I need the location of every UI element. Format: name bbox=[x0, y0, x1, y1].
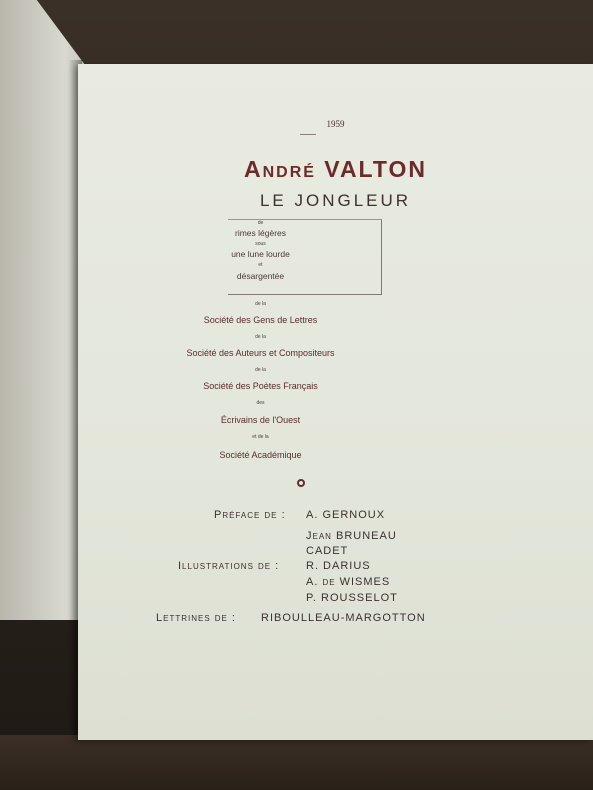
author-name: André VALTON bbox=[243, 156, 428, 182]
affiliation-connector: et de la bbox=[252, 434, 269, 440]
ornament-bullet bbox=[297, 479, 305, 487]
affiliation-name: Société des Auteurs et Compositeurs bbox=[186, 348, 335, 358]
title-page bbox=[78, 64, 593, 740]
affiliation-name: Société des Gens de Lettres bbox=[203, 315, 318, 325]
illustrator-name: Jean BRUNEAU bbox=[306, 530, 397, 542]
affiliation-name: Écrivains de l'Ouest bbox=[220, 415, 301, 425]
publication-year: 1959 bbox=[326, 119, 345, 129]
subtitle-line: de bbox=[257, 220, 264, 226]
subtitle-line: et bbox=[258, 262, 263, 268]
table-edge bbox=[0, 735, 593, 790]
affiliation-name: Société Académique bbox=[219, 450, 302, 460]
subtitle-line: sous bbox=[255, 241, 266, 247]
illustrator-name: R. DARIUS bbox=[306, 560, 371, 572]
affiliation-connector: de la bbox=[255, 367, 266, 373]
illustrator-name: CADET bbox=[306, 545, 349, 557]
affiliation-connector: de la bbox=[255, 334, 266, 340]
preface-label: Préface de : bbox=[214, 509, 286, 521]
illustrator-name: P. ROUSSELOT bbox=[306, 592, 398, 604]
subtitle-line: désargentée bbox=[236, 271, 285, 281]
affiliation-connector: de la bbox=[255, 301, 266, 307]
affiliation-connector: des bbox=[256, 400, 265, 406]
subtitle-line: une lune lourde bbox=[231, 249, 290, 259]
illustrations-label: Illustrations de : bbox=[178, 560, 280, 572]
affiliation-name: Société des Poètes Français bbox=[203, 381, 318, 391]
year-rule bbox=[300, 134, 316, 135]
subtitle-line: rimes légères bbox=[234, 228, 287, 238]
lettrines-label: Lettrines de : bbox=[156, 612, 236, 624]
lettrines-name: RIBOULLEAU-MARGOTTON bbox=[261, 612, 426, 624]
preface-name: A. GERNOUX bbox=[306, 509, 386, 521]
illustrator-name: A. de WISMES bbox=[306, 576, 391, 588]
book-title: LE JONGLEUR bbox=[259, 191, 412, 210]
